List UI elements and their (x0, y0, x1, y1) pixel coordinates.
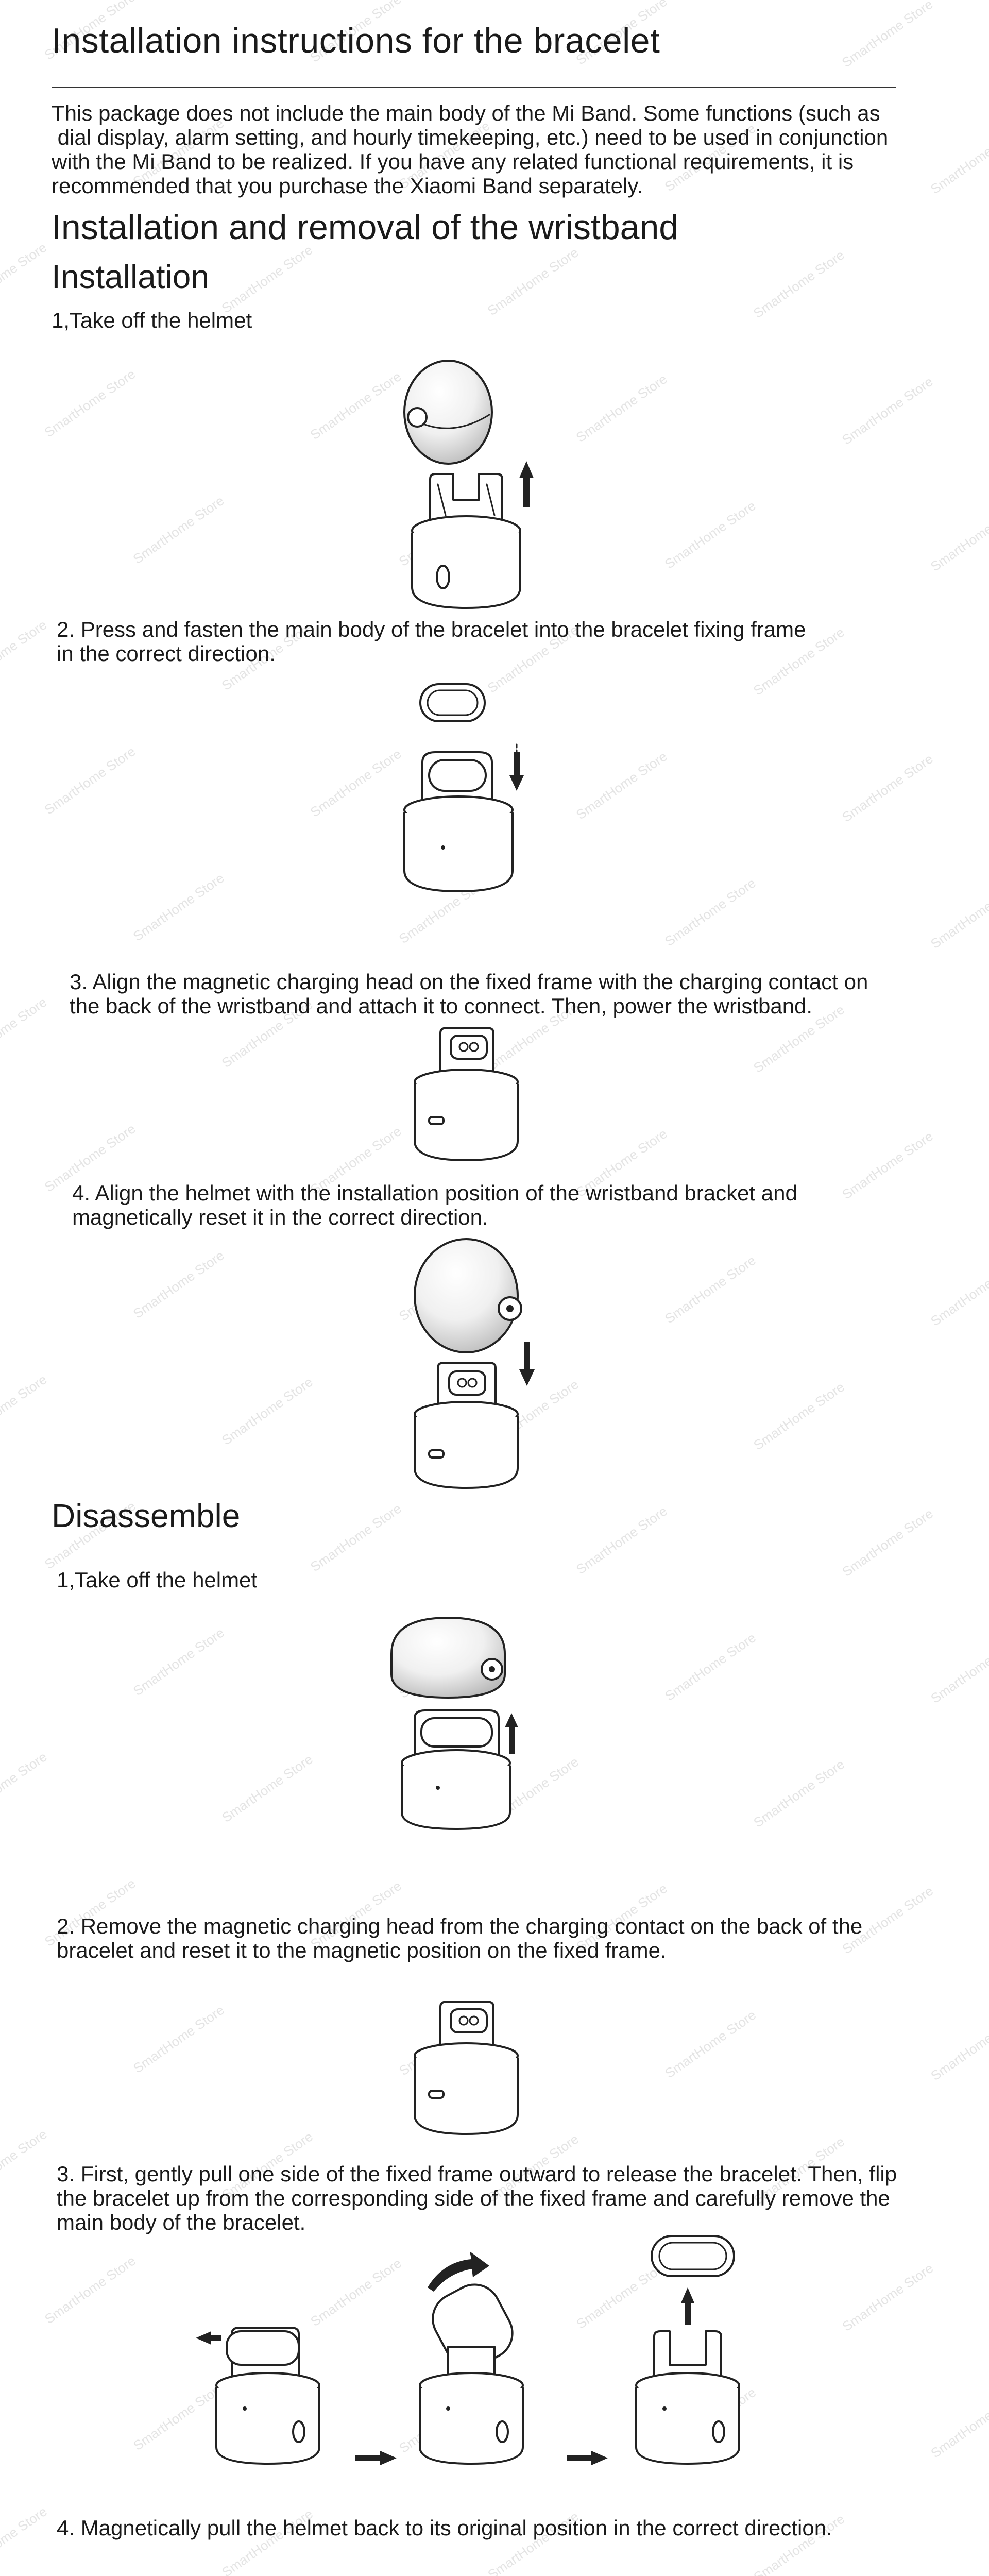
install-step-3-figure (0, 1025, 989, 1185)
title-underline (52, 87, 896, 88)
install-step-4: 4. Align the helmet with the installation position of the wristband bracket and magnetically reset it in the correct direction. (72, 1181, 797, 1229)
band-module-illustration (420, 684, 485, 721)
down-arrow-icon (509, 744, 524, 791)
page-title: Installation instructions for the bracelet (52, 21, 660, 60)
base-with-frame-illustration (412, 474, 520, 608)
right-arrow-icon (355, 2451, 397, 2465)
disassemble-heading: Disassemble (52, 1497, 241, 1534)
install-step-2-figure (0, 675, 989, 902)
install-step-3: 3. Align the magnetic charging head on the fixed frame with the charging contact on the back of the wristband and attach it to connect. Then, power the wristband. (70, 970, 868, 1018)
right-arrow-icon (567, 2451, 608, 2465)
base-charging-illustration (415, 2002, 518, 2134)
helmet-illustration (415, 1239, 521, 1352)
stage-2-illustration (420, 2251, 523, 2464)
helmet-illustration (391, 1618, 505, 1698)
disassemble-step-3: 3. First, gently pull one side of the fixed frame outward to release the bracelet. Then, flip the bracelet up from the corresponding side of the fixed frame and carefully remove the main body of the bracelet. (57, 2162, 897, 2234)
disassemble-step-4: 4. Magnetically pull the helmet back to its original position in the correct direction. (57, 2516, 832, 2540)
disassemble-step-1-figure (0, 1607, 989, 1824)
stage-1-illustration (196, 2328, 319, 2464)
base-with-band-illustration (404, 752, 513, 891)
disassemble-step-2-figure (0, 1999, 989, 2159)
disassemble-step-3-figure (0, 2226, 989, 2473)
left-arrow-icon (196, 2331, 221, 2345)
section-heading: Installation and removal of the wristband (52, 208, 679, 247)
helmet-illustration (404, 361, 492, 464)
installation-heading: Installation (52, 258, 209, 295)
up-arrow-icon (505, 1713, 518, 1754)
disassemble-step-1: 1,Take off the helmet (57, 1568, 258, 1592)
intro-paragraph: This package does not include the main body of the Mi Band. Some functions (such as dial display, alarm setting, and hourly timekeeping, etc.) need to be used in conjunction with the Mi Band to be realized. If you have any related functional requirements, it is recommended that you purchase the Xiaomi Band separately. (52, 101, 889, 198)
down-arrow-icon (519, 1342, 535, 1386)
base-with-band-illustration (402, 1710, 510, 1829)
stage-3-illustration (636, 2236, 739, 2464)
install-step-4-figure (0, 1236, 989, 1504)
install-step-2: 2. Press and fasten the main body of the bracelet into the bracelet fixing frame in the correct direction. (57, 617, 806, 666)
install-step-1-figure (0, 330, 989, 618)
base-charging-illustration (415, 1028, 518, 1160)
up-arrow-icon (519, 461, 534, 507)
disassemble-step-2: 2. Remove the magnetic charging head from the charging contact on the back of the bracelet and reset it to the magnetic position on the fixed frame. (57, 1914, 863, 1962)
base-with-frame-illustration (415, 1363, 518, 1488)
install-step-1: 1,Take off the helmet (52, 308, 252, 332)
